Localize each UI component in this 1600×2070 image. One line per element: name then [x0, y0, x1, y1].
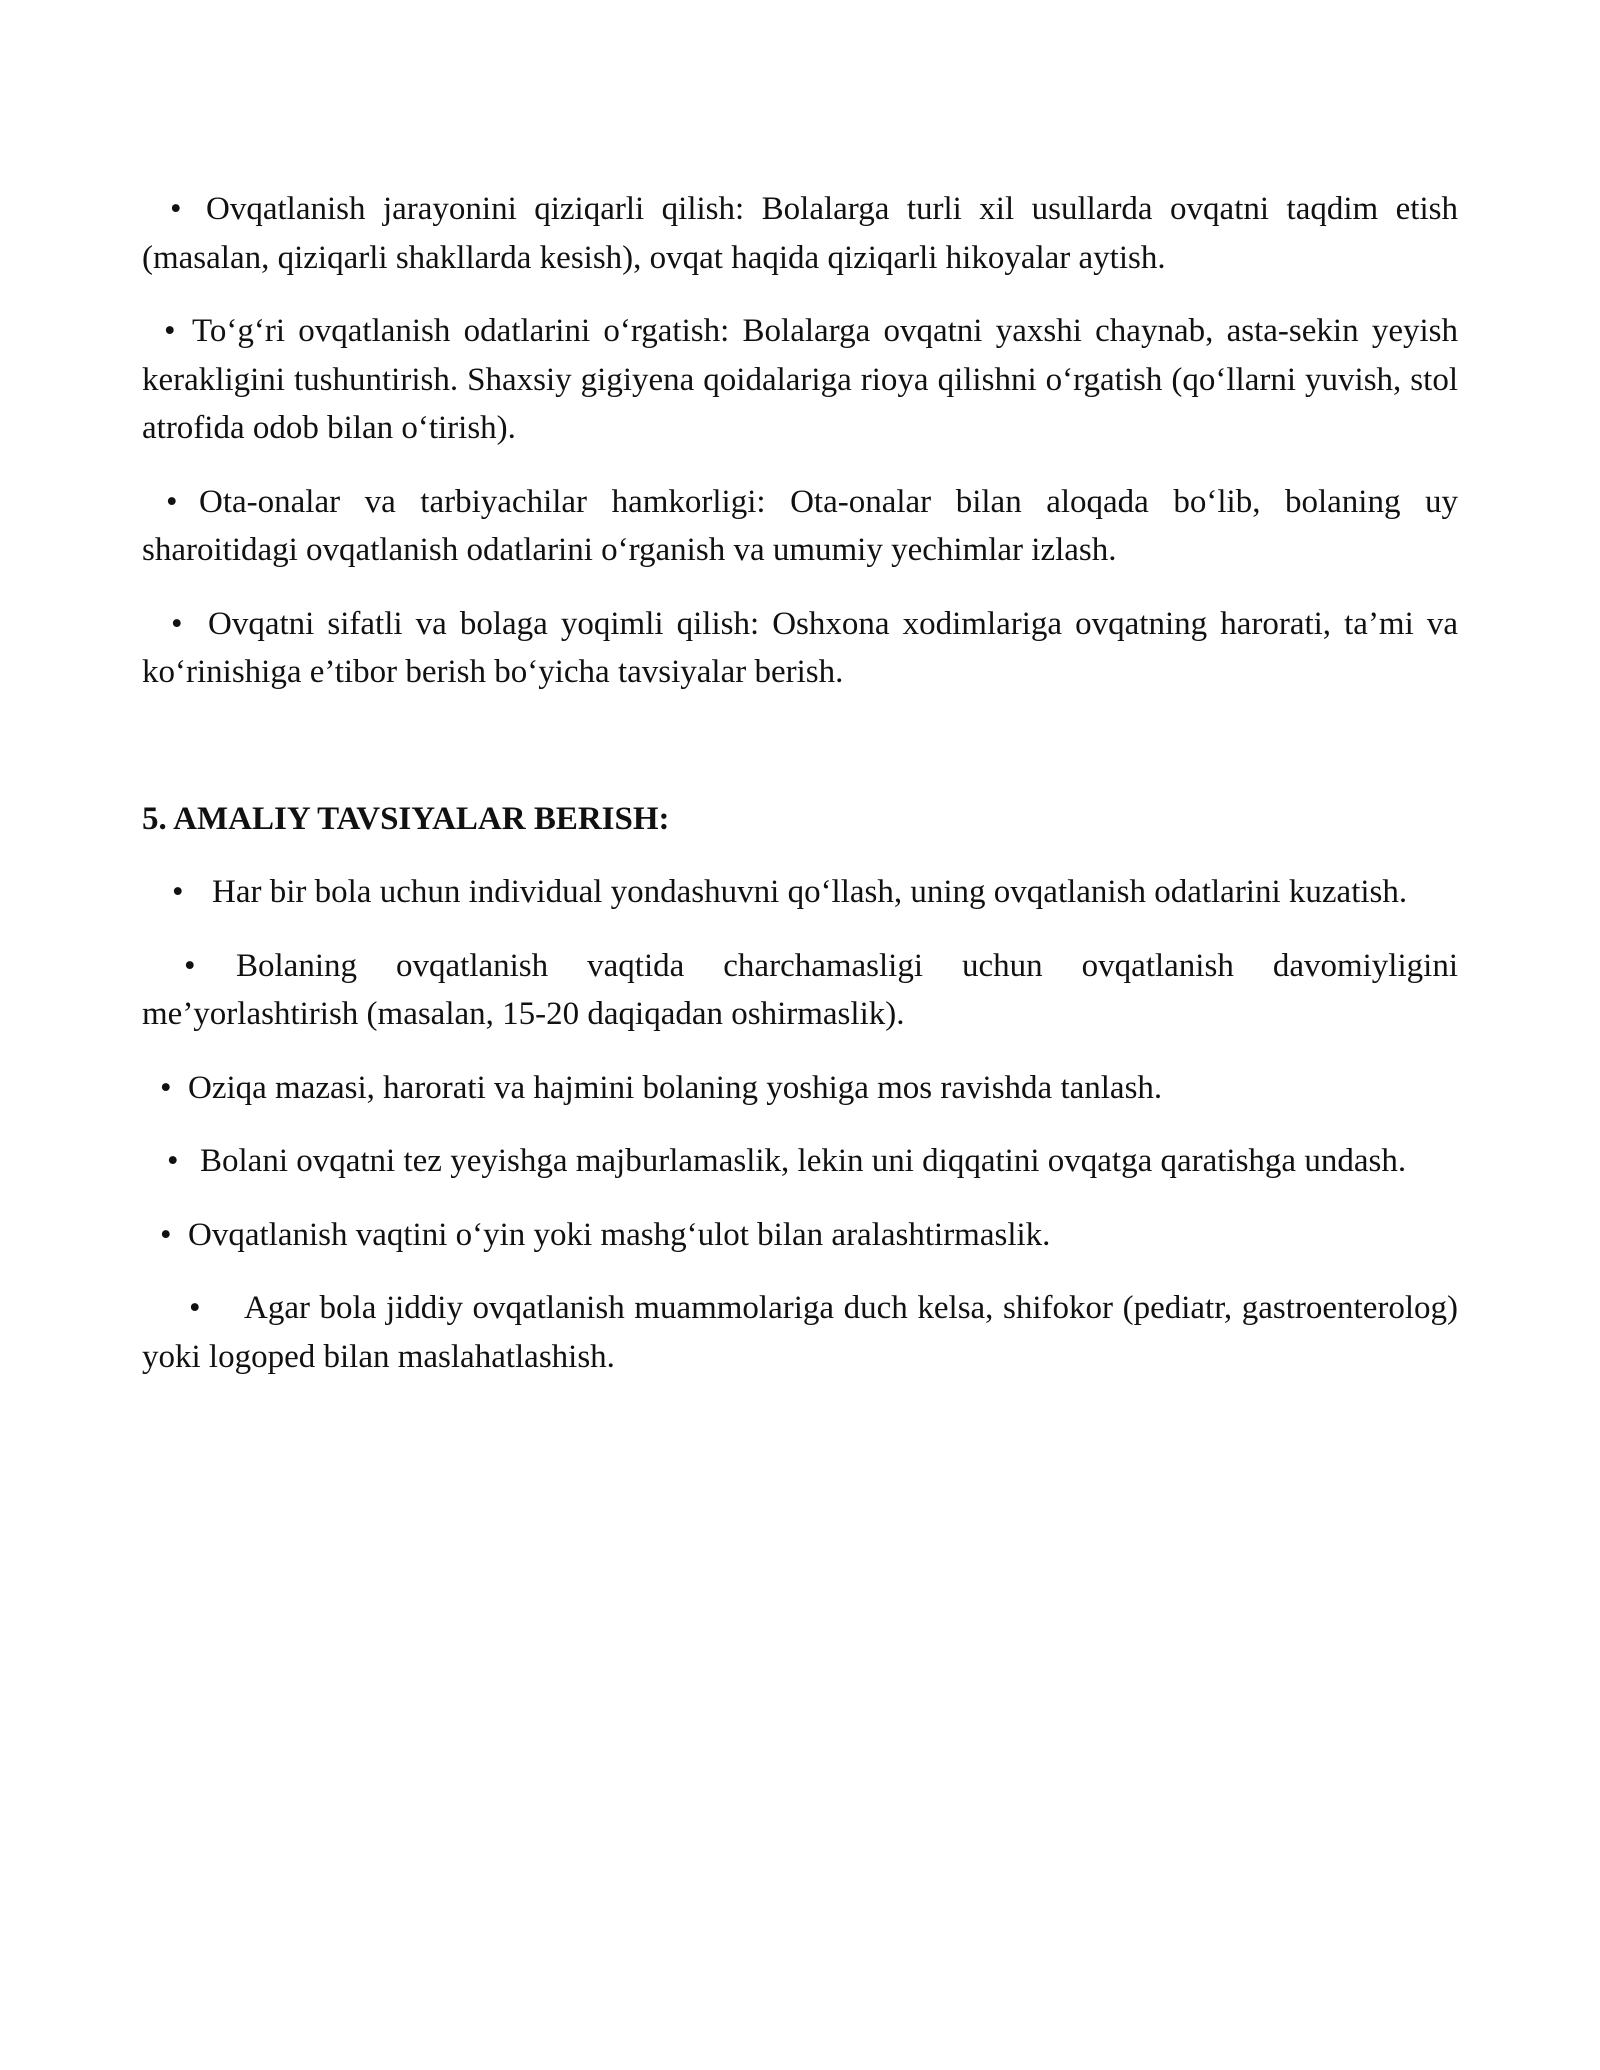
list-item-text: Ovqatlanish vaqtini o‘yin yoki mashg‘ulot bilan aralashtirmaslik.	[188, 1216, 1051, 1253]
list-item-text: Ovqatlanish jarayonini qiziqarli qilish: Bolalarga turli xil usullarda ovqatni taqdim etish (masalan, qiziqarli shakllarda kesish), ovqat haqida qiziqarli hikoyalar aytish.	[142, 191, 1458, 276]
bullet-marker: •	[160, 1069, 172, 1106]
section-heading: 5. AMALIY TAVSIYALAR BERISH:	[142, 800, 670, 837]
list-item	[142, 1284, 1458, 1381]
list-item	[142, 868, 1458, 917]
list-item-text: Agar bola jiddiy ovqatlanish muammolariga duch kelsa, shifokor (pediatr, gastroenterolog) yoki logoped bilan maslahatlashish.	[142, 1290, 1458, 1375]
bullet-marker: •	[184, 947, 196, 984]
document-page	[142, 185, 1458, 1381]
list-item	[142, 185, 1458, 282]
list-item-text: To‘g‘ri ovqatlanish odatlarini o‘rgatish: Bolalarga ovqatni yaxshi chaynab, asta-sekin yeyish kerakligini tushuntirish. Shaxsiy gigiyena qoidalariga rioya qilishni o‘rgatish (qo‘llarni yuvish, stol atrofida odob bilan o‘tirish).	[142, 313, 1458, 446]
list-item	[142, 1064, 1458, 1113]
bullet-marker: •	[164, 313, 176, 349]
list-item	[142, 600, 1458, 697]
bullet-marker: •	[167, 1143, 179, 1179]
bullet-marker: •	[172, 874, 184, 910]
list-item-text: Har bir bola uchun individual yondashuvni qo‘llash, uning ovqatlanish odatlarini kuzatish.	[212, 874, 1408, 910]
list-item-text: Ota-onalar va tarbiyachilar hamkorligi: Ota-onalar bilan aloqada bo‘lib, bolaning uy sharoitidagi ovqatlanish odatlarini o‘rganish va umumiy yechimlar izlash.	[142, 483, 1458, 568]
list-item	[142, 307, 1458, 453]
list-item	[142, 1137, 1458, 1186]
bullet-marker: •	[170, 191, 182, 227]
list-item-text: Bolaning ovqatlanish vaqtida charchamasligi uchun ovqatlanish davomiyligini me’yorlashtirish (masalan, 15-20 daqiqadan oshirmaslik).	[142, 947, 1458, 1032]
bullet-marker: •	[171, 605, 183, 642]
list-item-text: Oziqa mazasi, harorati va hajmini bolaning yoshiga mos ravishda tanlash.	[188, 1069, 1163, 1106]
bullet-marker: •	[189, 1290, 201, 1326]
list-item-text: Ovqatni sifatli va bolaga yoqimli qilish: Oshxona xodimlariga ovqatning harorati, ta’mi va ko‘rinishiga e’tibor berish bo‘yicha tavsiyalar berish.	[142, 605, 1458, 690]
bullet-marker: •	[166, 483, 178, 520]
list-item-text: Bolani ovqatni tez yeyishga majburlamaslik, lekin uni diqqatini ovqatga qaratishga undash.	[200, 1143, 1407, 1179]
list-item	[142, 1211, 1458, 1260]
list-item	[142, 478, 1458, 575]
bullet-marker: •	[160, 1216, 172, 1253]
list-item	[142, 942, 1458, 1039]
